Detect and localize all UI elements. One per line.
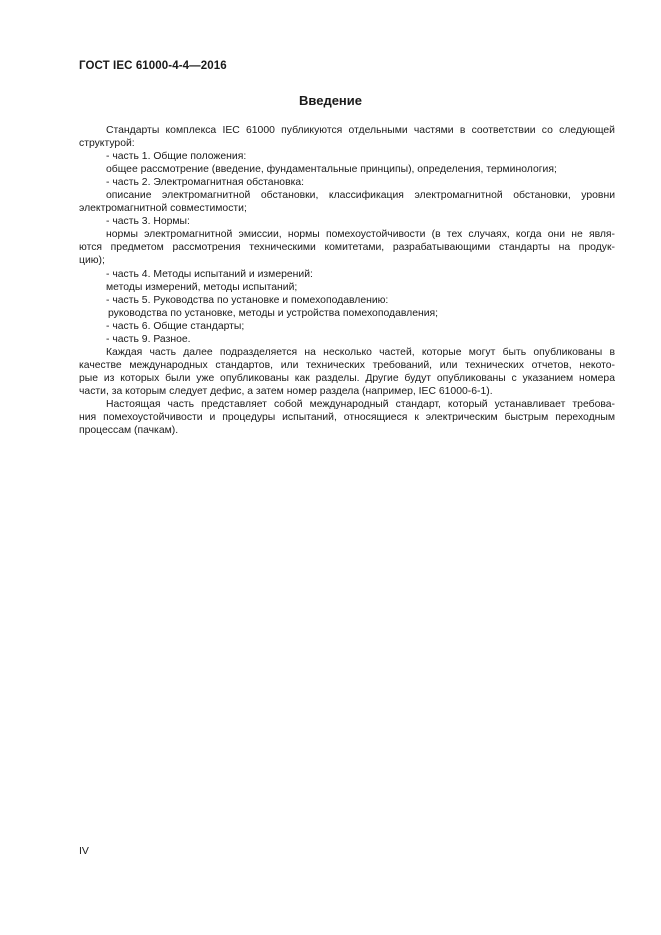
paragraph-line: части, за которым следует дефис, а затем номер раздела (например, IEC 61000-6-1). — [79, 385, 493, 397]
list-item-description: общее рассмотрение (введение, фундаментальные принципы), определения, терминология; — [106, 164, 557, 176]
paragraph-line: качестве международных стандартов, или технических требований, или технических отчетов, некото- — [79, 359, 615, 371]
list-item: - часть 5. Руководства по установке и помехоподавлению: — [106, 294, 389, 306]
paragraph-line: Каждая часть далее подразделяется на несколько частей, которые могут быть опубликованы в — [106, 346, 615, 358]
list-item: - часть 4. Методы испытаний и измерений: — [106, 268, 313, 280]
list-item: - часть 6. Общие стандарты; — [106, 320, 245, 332]
list-item-description: нормы электромагнитной эмиссии, нормы помехоустойчивости (в тех случаях, когда они не явля- — [106, 229, 615, 241]
paragraph-line: рые из которых были уже опубликованы как разделы. Другие будут опубликованы с указанием номера — [79, 372, 615, 384]
document-header-code: ГОСТ IEC 61000-4-4—2016 — [79, 60, 227, 72]
list-item-description: электромагнитной совместимости; — [79, 203, 247, 215]
paragraph-line: структурой: — [79, 138, 135, 150]
body-text — [79, 124, 615, 437]
paragraph-line: Настоящая часть представляет собой международный стандарт, который устанавливает требова- — [106, 398, 615, 410]
list-item: - часть 1. Общие положения: — [106, 151, 247, 163]
paragraph-line: ния помехоустойчивости и процедуры испытаний, относящиеся к электрическим быстрым переходным — [79, 412, 615, 424]
paragraph-line: процессам (пачкам). — [79, 425, 179, 437]
list-item-description: цию); — [79, 255, 105, 267]
list-item-description: руководства по установке, методы и устройства помехоподавления; — [108, 307, 439, 319]
page-number: IV — [79, 845, 89, 857]
list-item: - часть 9. Разное. — [106, 333, 191, 345]
list-item: - часть 3. Нормы: — [106, 216, 190, 228]
list-item-description: методы измерений, методы испытаний; — [106, 281, 298, 293]
list-item-description: ются предметом рассмотрения техническими комитетами, разрабатывающими стандарты на продук- — [79, 242, 615, 254]
list-item-description: описание электромагнитной обстановки, классификация электромагнитной обстановки, уровни — [106, 190, 615, 202]
paragraph-line: Стандарты комплекса IEC 61000 публикуются отдельными частями в соответствии со следующей — [106, 125, 615, 136]
section-title: Введение — [299, 93, 362, 108]
list-item: - часть 2. Электромагнитная обстановка: — [106, 177, 305, 189]
